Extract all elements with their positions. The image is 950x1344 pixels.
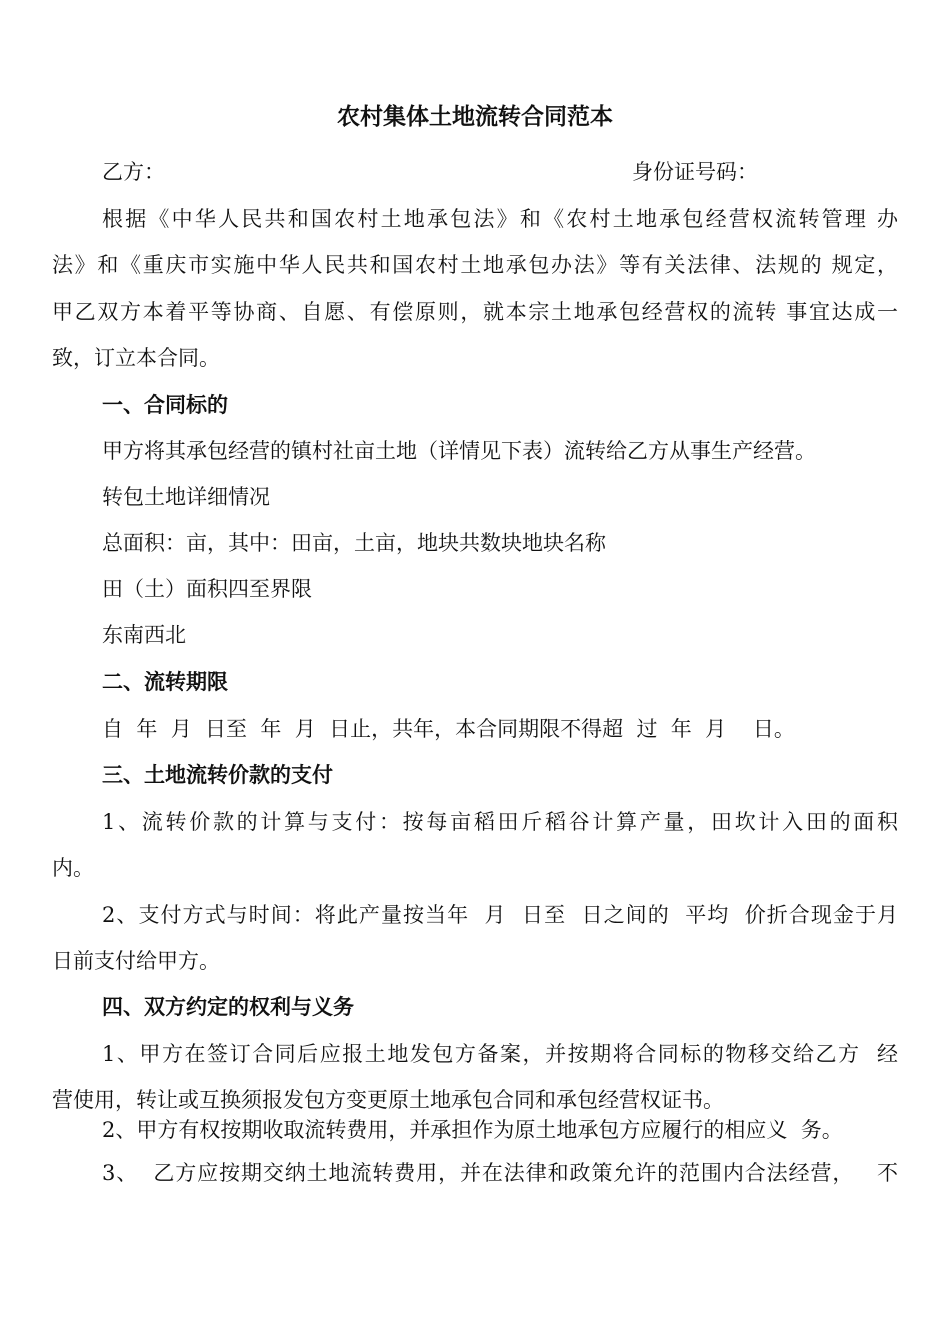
section-1-line-4: 田（土）面积四至界限: [102, 577, 312, 601]
party-b-label: 乙方：: [102, 160, 165, 184]
section-3-item-1-line-1: 1、流转价款的计算与支付：按每亩稻田斤稻谷计算产量，田坎计入田的面积: [102, 810, 898, 834]
section-1-line-1: 甲方将其承包经营的镇村社亩土地（详情见下表）流转给乙方从事生产经营。: [102, 439, 816, 463]
preamble-line-2: 法》和《重庆市实施中华人民共和国农村土地承包办法》等有关法律、法规的 规定，: [52, 253, 899, 277]
section-2-heading: 二、流转期限: [102, 670, 228, 694]
section-4-item-1-line-2: 营使用，转让或互换须报发包方变更原土地承包合同和承包经营权证书。: [52, 1088, 724, 1112]
section-4-heading: 四、双方约定的权利与义务: [102, 995, 354, 1019]
section-1-line-3: 总面积：亩，其中：田亩，土亩，地块共数块地块名称: [102, 531, 606, 555]
section-1-line-5: 东南西北: [102, 623, 186, 647]
section-4-item-2: 2、甲方有权按期收取流转费用，并承担作为原土地承包方应履行的相应义 务。: [102, 1118, 843, 1142]
section-3-item-2-line-1: 2、支付方式与时间：将此产量按当年 月 日至 日之间的 平均 价折合现金于月: [102, 903, 898, 927]
section-3-item-2-line-2: 日前支付给甲方。: [52, 949, 220, 973]
section-4-item-1-line-1: 1、甲方在签订合同后应报土地发包方备案，并按期将合同标的物移交给乙方 经: [102, 1042, 898, 1066]
document-title: 农村集体土地流转合同范本: [337, 104, 613, 130]
preamble-line-3: 甲乙双方本着平等协商、自愿、有偿原则，就本宗土地承包经营权的流转 事宜达成一: [52, 300, 899, 324]
section-1-line-2: 转包土地详细情况: [102, 485, 270, 509]
section-1-heading: 一、合同标的: [102, 393, 228, 417]
section-3-heading: 三、土地流转价款的支付: [102, 763, 333, 787]
id-number-label: 身份证号码：: [632, 160, 758, 184]
preamble-line-4: 致，订立本合同。: [52, 346, 220, 370]
section-2-line: 自 年 月 日至 年 月 日止，共年，本合同期限不得超 过 年 月 日。: [102, 717, 795, 741]
section-3-item-1-line-2: 内。: [52, 856, 94, 880]
preamble-line-1: 根据《中华人民共和国农村土地承包法》和《农村土地承包经营权流转管理 办: [102, 207, 898, 231]
section-4-item-3: 3、 乙方应按期交纳土地流转费用，并在法律和政策允许的范围内合法经营， 不: [102, 1161, 898, 1185]
